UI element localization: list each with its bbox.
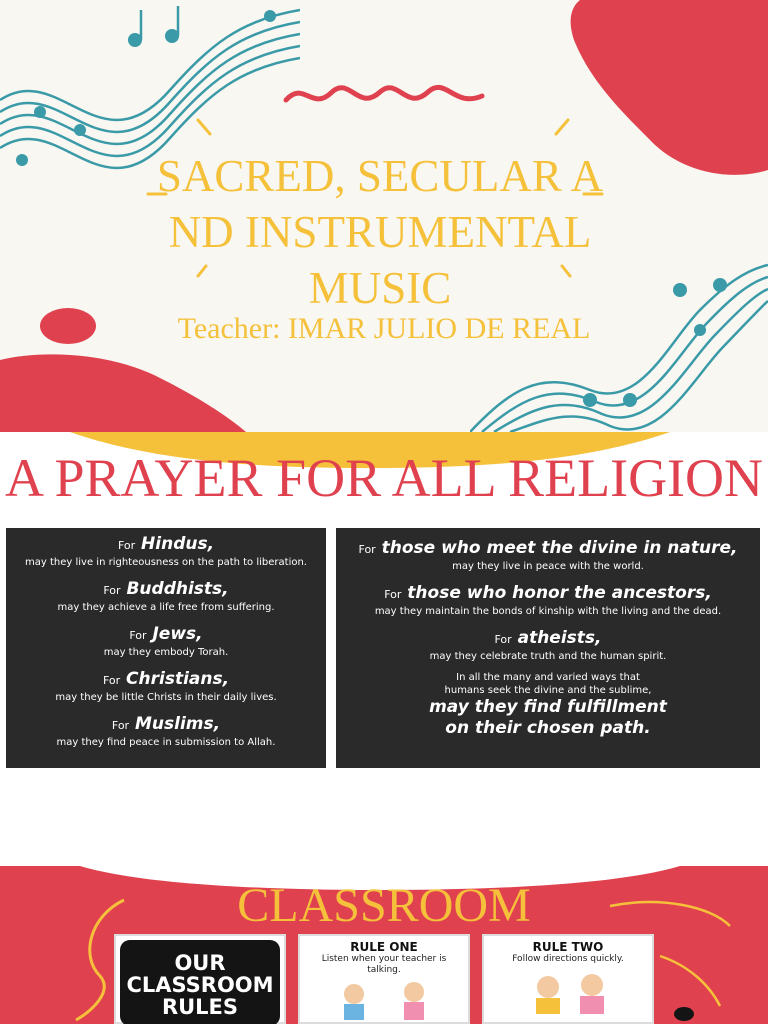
rules-title-card (114, 934, 286, 1024)
prayer-entry (336, 538, 760, 573)
closing-big-line: on their chosen path. (445, 718, 651, 738)
classroom-title: CLASSROOM (237, 879, 531, 932)
prayer-panel-left (6, 528, 326, 768)
prayer-line: may they be little Christs in their daily lives. (55, 692, 277, 703)
prayer-entry (336, 628, 760, 663)
prayer-entry (6, 624, 326, 659)
prayer-line: may they embody Torah. (103, 647, 229, 658)
rule-two-card (482, 934, 654, 1024)
for-label: For (103, 584, 121, 597)
classroom-slide (0, 866, 768, 1024)
closing-blessing (336, 697, 760, 739)
prayer-panel-right (336, 528, 760, 768)
rule-title: RULE TWO (532, 940, 604, 954)
prayer-entry (6, 579, 326, 614)
for-label: For (102, 674, 121, 687)
for-label: For (111, 719, 130, 732)
rule-one-card (298, 934, 470, 1024)
for-label: For (494, 633, 512, 646)
prayer-line: may they find peace in submission to Allah. (56, 737, 276, 748)
prayer-entry (6, 669, 326, 704)
squiggle-decoration-icon (282, 82, 488, 112)
for-label: For (384, 588, 402, 601)
rule-title: RULE ONE (350, 940, 418, 954)
closing-line: In all the many and varied ways that (456, 672, 640, 683)
closing-text (336, 671, 760, 697)
rules-heading-line: CLASSROOM (126, 973, 274, 997)
rule-text: Listen when your teacher is talking. (321, 954, 447, 975)
for-label: For (358, 543, 376, 556)
prayer-entry (6, 534, 326, 569)
prayer-line: may they achieve a life free from suffering. (57, 602, 275, 613)
group-name: Muslims, (135, 714, 221, 734)
rules-heading (120, 940, 280, 1024)
group-name: those who meet the divine in nature, (381, 538, 738, 558)
closing-big-line: may they find fulfillment (429, 697, 667, 717)
prayer-line: may they live in peace with the world. (452, 561, 644, 572)
group-name: Jews, (152, 624, 203, 644)
rules-heading-line: OUR (174, 951, 226, 975)
title-slide (0, 0, 768, 432)
prayer-entry (336, 583, 760, 618)
prayer-title: A PRAYER FOR ALL RELIGION (4, 448, 764, 508)
rules-heading-line: RULES (161, 995, 239, 1019)
for-label: For (129, 629, 147, 642)
group-name: atheists, (517, 628, 602, 648)
rule-text: Follow directions quickly. (512, 954, 624, 964)
prayer-line: may they celebrate truth and the human spirit. (429, 651, 667, 662)
closing-line: humans seek the divine and the sublime, (444, 685, 652, 696)
children-illustration-icon (508, 965, 628, 1015)
prayer-line: may they live in righteousness on the path to liberation. (25, 557, 307, 568)
for-label: For (117, 539, 136, 552)
children-illustration-icon (324, 976, 444, 1022)
prayer-slide (0, 432, 768, 866)
group-name: Buddhists, (126, 579, 229, 599)
slide-title: SACRED, SECULAR AND INSTRUMENTAL MUSIC (156, 151, 604, 313)
group-name: those who honor the ancestors, (407, 583, 712, 603)
prayer-entry (6, 714, 326, 749)
group-name: Hindus, (141, 534, 215, 554)
prayer-line: may they maintain the bonds of kinship with the living and the dead. (374, 606, 722, 617)
group-name: Christians, (126, 669, 230, 689)
teacher-name: Teacher: IMAR JULIO DE REAL (177, 312, 591, 345)
